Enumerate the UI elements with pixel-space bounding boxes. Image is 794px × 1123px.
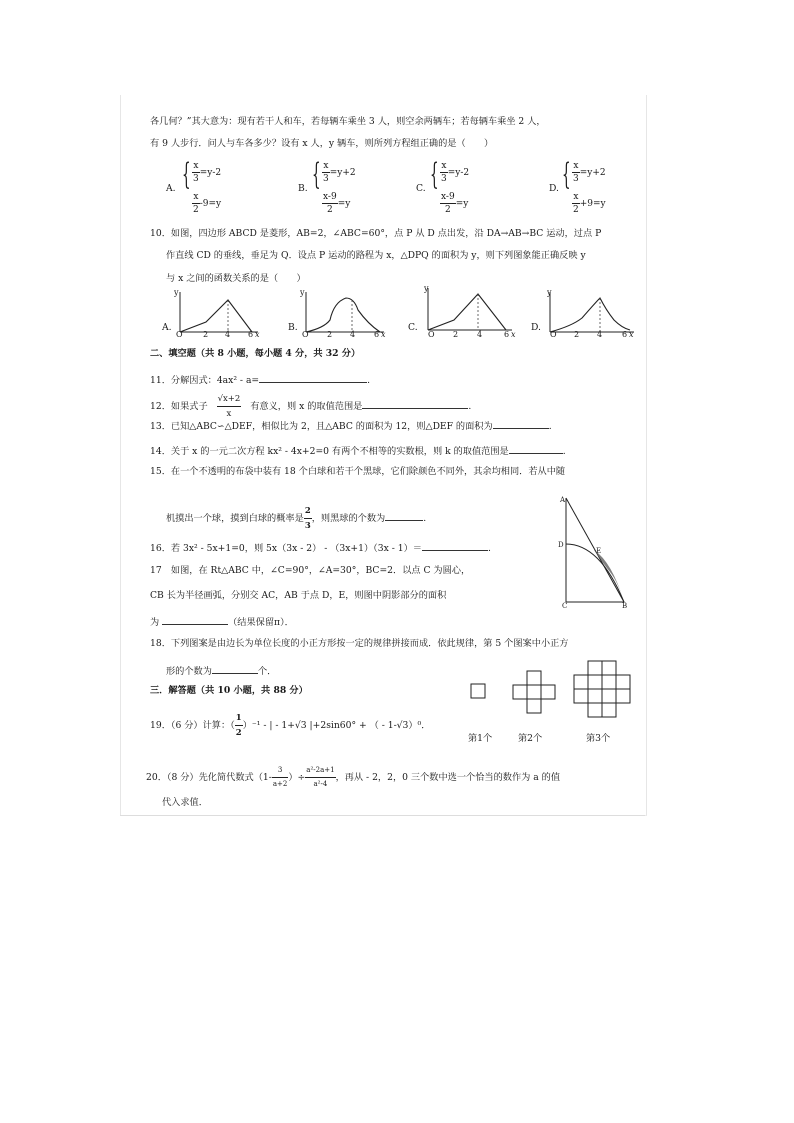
q12-answer-blank (362, 398, 468, 409)
option-label: D. (549, 183, 559, 194)
q15-post: ，则黑球的个数为 (311, 513, 386, 524)
q19-post: ）⁻¹ - | - 1+√3 |+2sin60° + （ - 1-√3）⁰． (242, 720, 431, 731)
q20-mid: ）÷ (288, 772, 306, 783)
option-label: B. (298, 183, 308, 194)
point-d-label: D (558, 541, 564, 549)
tick-4: 4 (477, 330, 483, 339)
tick-2: 2 (203, 330, 209, 339)
q17-line3 (150, 614, 294, 629)
pattern-1 (470, 683, 488, 701)
tick-6: 6 (374, 330, 380, 339)
equation-1: $\frac{x}{3}$ =y+2 (573, 161, 606, 184)
tick-4: 4 (350, 330, 356, 339)
pattern-3-caption: 第3个 (586, 733, 611, 744)
origin-label: O (428, 330, 435, 339)
q18-line1: 18．下列图案是由边长为单位长度的小正方形按一定的规律拼接而成．依此规律，第 5 个图案中小正方 (150, 638, 569, 649)
section3-title: 三．解答题（共 10 小题，共 88 分） (150, 685, 308, 696)
q18-answer-blank (212, 663, 258, 674)
equation-2: $\frac{x}{2}$ +9=y (573, 192, 606, 215)
tick-2: 2 (327, 330, 333, 339)
q13-answer-blank (493, 418, 549, 429)
axis-y-label: y (300, 288, 305, 297)
axis-x-label: x (511, 330, 516, 339)
q19-fraction: $\frac{1}{2}$ (235, 713, 242, 738)
brace: { (430, 157, 439, 192)
q10-line3: 与 x 之间的函数关系的是（ ） (166, 273, 306, 284)
graph-label: D. (531, 322, 541, 333)
brace: { (182, 157, 191, 192)
q15-line2: 机摸出一个球，摸到白球的概率是 $\frac{2}{3}$ ，则黑球的个数为 . (166, 506, 427, 531)
equation-2: $\frac{x}{2}$ -9=y (193, 192, 222, 215)
axis-y-label: y (174, 288, 179, 297)
option-label: C. (416, 183, 426, 194)
q17-post: （结果保留π）． (228, 617, 294, 628)
graph-label: B. (288, 322, 298, 333)
point-b-label: B (622, 602, 628, 610)
origin-label: O (550, 330, 557, 339)
equation-1: $\frac{x}{3}$ =y-2 (441, 161, 470, 184)
q12: 12．如果式子 $\frac{√x+2}{x}$ 有意义，则 x 的取值范围是 . (150, 394, 472, 419)
q17-line2: CB 长为半径画弧，分别交 AC，AB 于点 D，E，则图中阴影部分的面积 (150, 590, 447, 601)
brace: { (312, 157, 321, 192)
q20-fraction-1: $\frac{3}{a+2}$ (272, 766, 288, 788)
q15-fraction: $\frac{2}{3}$ (304, 506, 311, 531)
q10-line1: 10．如图，四边形 ABCD 是菱形，AB=2，∠ABC=60°，点 P 从 D 点出发，沿 DA→AB→BC 运动，过点 P (150, 228, 602, 239)
q10-line2: 作直线 CD 的垂线，垂足为 Q．设点 P 运动的路程为 x，△DPQ 的面积为 y，则下列图象能正确反映 y (166, 250, 586, 261)
point-e-label: E (596, 547, 602, 555)
q12-pre: 12．如果式子 (150, 401, 208, 412)
point-c-label: C (562, 602, 568, 610)
q20 (146, 764, 560, 791)
equation-1: $\frac{x}{3}$ =y-2 (193, 161, 222, 184)
q17-line1: 17 如图，在 Rt△ABC 中，∠C=90°，∠A=30°，BC=2．以点 C 为圆心， (150, 565, 471, 576)
option-label: A. (166, 183, 176, 194)
page-bottom-edge (120, 815, 645, 816)
q19 (150, 711, 430, 740)
tick-4: 4 (597, 330, 603, 339)
section2-title: 二、填空题（共 8 小题，每小题 4 分，共 32 分） (150, 348, 361, 359)
q19-pre: 19．（6 分）计算：（ (150, 720, 235, 731)
q17-answer-blank (162, 614, 228, 625)
q15-line1: 15．在一个不透明的布袋中装有 18 个白球和若干个黑球，它们除颜色不同外，其余均相同．若从中随 (150, 466, 566, 477)
tick-2: 2 (574, 330, 580, 339)
q11: 11．分解因式：4ax² - a= . (150, 372, 370, 387)
axis-x-label: x (255, 330, 260, 339)
q16: 16．若 3x² - 5x+1=0，则 5x（3x - 2） - （3x+1）（3x - 1）＝ . (150, 540, 491, 555)
q18-line2 (166, 663, 276, 678)
axis-x-label: x (629, 330, 634, 339)
equation-1: $\frac{x}{3}$ =y+2 (323, 161, 356, 184)
pattern-3 (566, 660, 638, 730)
tick-6: 6 (622, 330, 628, 339)
q20-fraction-2: $\frac{\text{a²-2a+1}}{\text{a²-4}}$ (306, 766, 335, 788)
q18-post: 个． (257, 666, 277, 677)
equation-2: $\frac{x-9}{2}$ =y (323, 192, 351, 215)
q12-post: 有意义，则 x 的取值范围是 (250, 401, 363, 412)
q13: 13．已知△ABC∽△DEF，相似比为 2，且△ABC 的面积为 12，则△DEF 的面积为 . (150, 418, 552, 433)
q20-post: ，再从 - 2，2，0 三个数中选一个恰当的数作为 a 的值 (335, 772, 561, 783)
q14-text: 14．关于 x 的一元二次方程 kx² - 4x+2=0 有两个不相等的实数根，则 k 的取值范围是 (150, 446, 509, 457)
tick-4: 4 (225, 330, 231, 339)
q15-pre: 机摸出一个球，摸到白球的概率是 (166, 513, 304, 524)
equation-2: $\frac{x-9}{2}$ =y (441, 192, 469, 215)
tick-6: 6 (248, 330, 254, 339)
q20-pre: 20．（8 分）先化简代数式（1- (146, 772, 272, 783)
point-a-label: A (560, 496, 566, 504)
q11-answer-blank (259, 372, 367, 383)
origin-label: O (302, 330, 309, 339)
q12-fraction: $\frac{√x+2}{x}$ (217, 394, 241, 419)
origin-label: O (176, 330, 183, 339)
pattern-2 (512, 670, 558, 716)
q14: 14．关于 x 的一元二次方程 kx² - 4x+2=0 有两个不相等的实数根，则 k 的取值范围是 . (150, 443, 566, 458)
q9-line1: 各几何？”其大意为：现有若干人和车，若每辆车乘坐 3 人，则空余两辆车；若每辆车乘坐 2 人， (150, 116, 546, 127)
q11-text: 11．分解因式：4ax² - a= (150, 375, 260, 386)
q16-text: 16．若 3x² - 5x+1=0，则 5x（3x - 2） - （3x+1）（3x - 1）＝ (150, 543, 422, 554)
graph-label: A. (162, 322, 172, 333)
q16-answer-blank (422, 540, 488, 551)
tick-6: 6 (504, 330, 510, 339)
q14-answer-blank (509, 443, 563, 454)
tick-2: 2 (453, 330, 459, 339)
pattern-1-caption: 第1个 (468, 733, 493, 744)
q9-line2: 有 9 人步行．问人与车各多少？设有 x 人，y 辆车，则所列方程组正确的是（ ） (150, 138, 494, 149)
graph-label: C. (408, 322, 418, 333)
q18-pre: 形的个数为 (166, 666, 212, 677)
pattern-2-caption: 第2个 (518, 733, 543, 744)
axis-x-label: x (381, 330, 386, 339)
axis-y-label: y (547, 288, 552, 297)
q20-line2: 代入求值． (162, 797, 208, 808)
q13-text: 13．已知△ABC∽△DEF，相似比为 2，且△ABC 的面积为 12，则△DEF 的面积为 (150, 421, 493, 432)
q15-answer-blank (385, 510, 423, 521)
axis-y-label: y (424, 284, 429, 293)
q17-pre: 为 (150, 617, 160, 628)
brace: { (562, 157, 571, 192)
